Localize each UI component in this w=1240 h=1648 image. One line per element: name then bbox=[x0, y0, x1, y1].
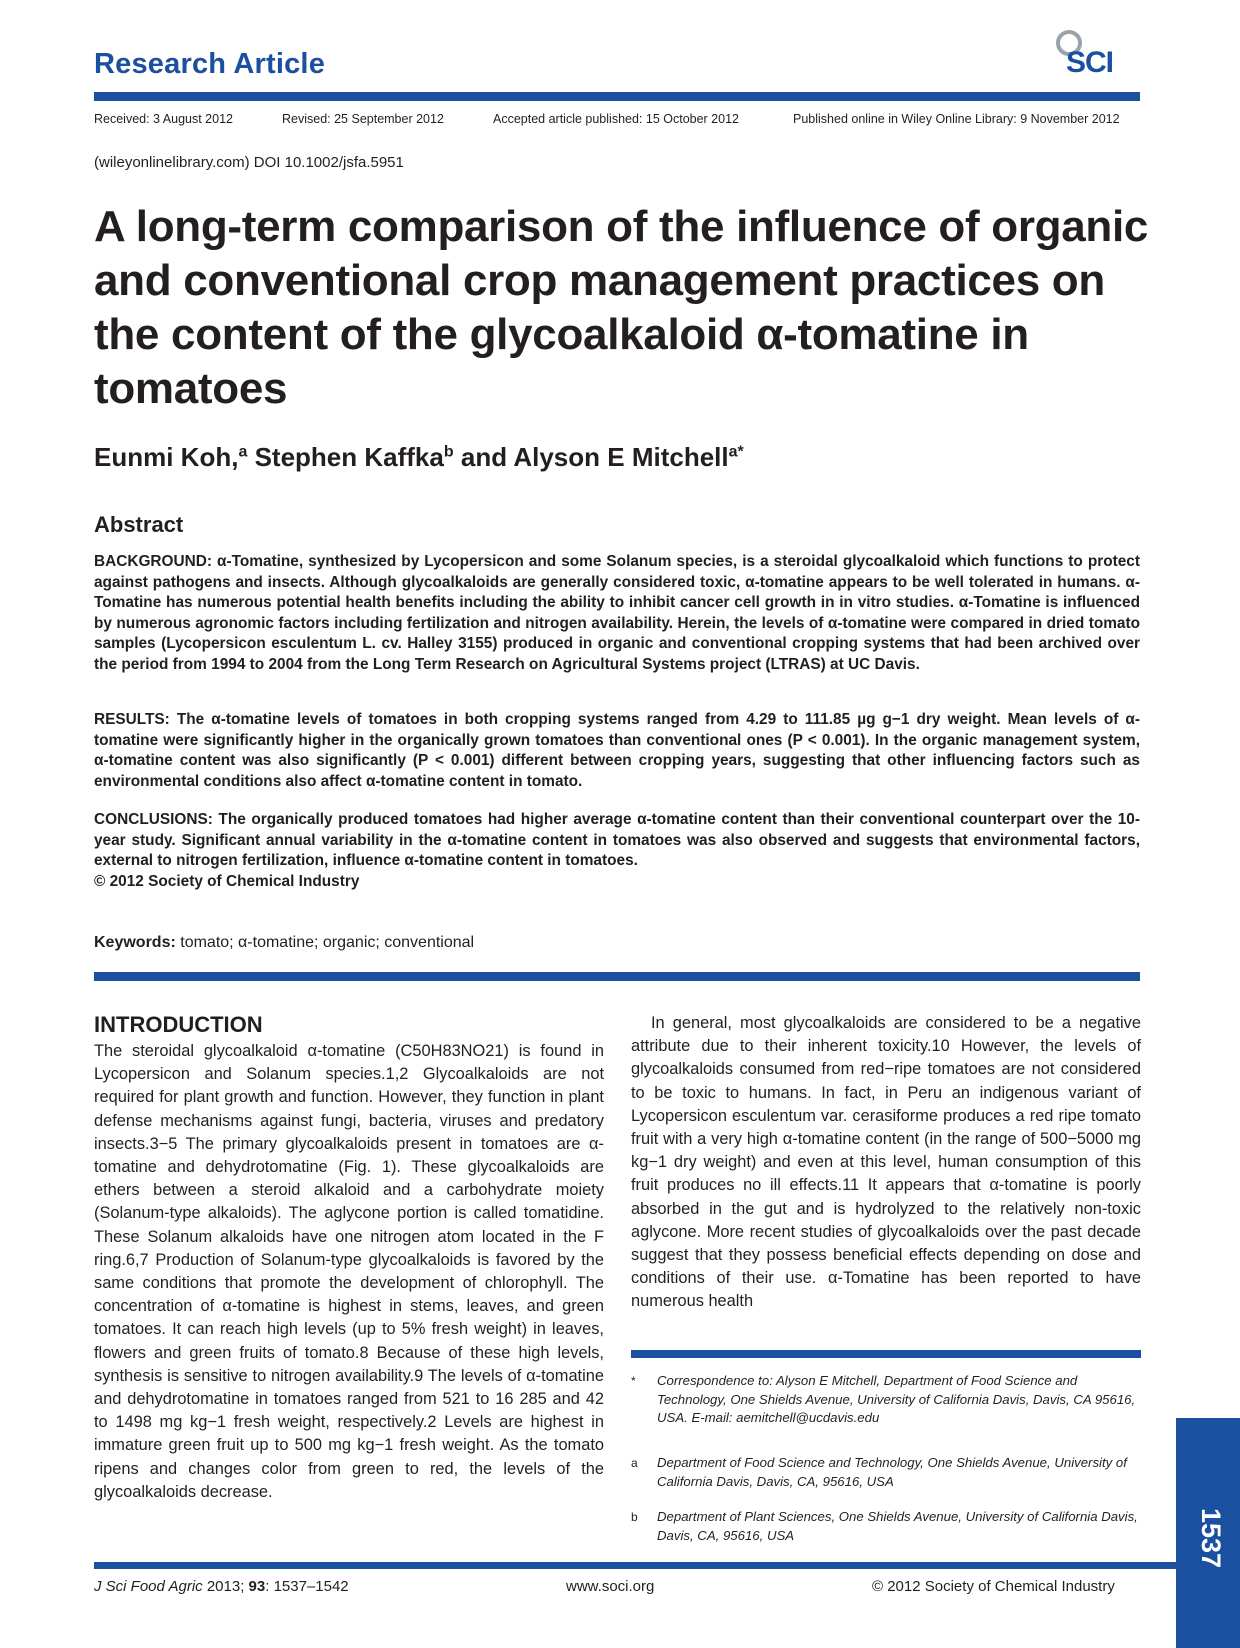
journal-volume: 93 bbox=[248, 1578, 266, 1595]
author-affiliation: a bbox=[238, 443, 248, 461]
sci-logo bbox=[1052, 30, 1136, 86]
author-affiliation: b bbox=[443, 443, 454, 461]
journal-pages: : 1537–1542 bbox=[265, 1578, 349, 1595]
abstract-background: BACKGROUND: α-Tomatine, synthesized by Lycopersicon and some Solanum species, is a steroidal glycoalkaloid which functions to protect against pathogens and insects. Although glycoalkaloids are generally considered toxic, α-tomatine appears to be well tolerated in humans. α-Tomatine has numerous potential health benefits including the ability to inhibit cancer cell growth in in vitro studies. α-Tomatine is influenced by numerous agronomic factors including fertilization and nitrogen availability. Herein, the levels of α-tomatine were compared in dried tomato samples (Lycopersicon esculentum L. cv. Halley 3155) produced in organic and conventional cropping systems that had been archived over the period from 1994 to 2004 from the Long Term Research on Agricultural Systems project (LTRAS) at UC Davis. bbox=[94, 553, 1140, 673]
footnote-correspondence bbox=[631, 1372, 1141, 1428]
author-name: Eunmi Koh, bbox=[94, 442, 239, 472]
revised-date: Revised: 25 September 2012 bbox=[282, 112, 444, 126]
author-name: and Alyson E Mitchell bbox=[460, 442, 729, 472]
abstract-copyright: © 2012 Society of Chemical Industry bbox=[94, 873, 360, 890]
page-number: 1537 bbox=[1196, 1508, 1226, 1569]
logo-text: SCI bbox=[1066, 46, 1114, 79]
published-date: Published online in Wiley Online Library: 9 November 2012 bbox=[793, 112, 1120, 126]
doi: (wileyonlinelibrary.com) DOI 10.1002/jsfa.5951 bbox=[94, 154, 404, 171]
footer-copyright: © 2012 Society of Chemical Industry bbox=[872, 1578, 1115, 1595]
abstract-divider bbox=[94, 972, 1140, 981]
author-list bbox=[94, 442, 744, 473]
journal-name: J Sci Food Agric bbox=[94, 1578, 203, 1595]
journal-website[interactable]: www.soci.org bbox=[566, 1578, 655, 1595]
introduction-right-column: In general, most glycoalkaloids are considered to be a negative attribute due to their inherent toxicity.10 However, the levels of glycoalkaloids consumed from red−ripe tomatoes are not considered to be toxic to humans. In fact, in Peru an indigenous variant of Lycopersicon esculentum var. cerasiforme produces a red ripe tomato fruit with a very high α-tomatine content (in the range of 500−5000 mg kg−1 dry weight) and even at this level, human consumption of this fruit produces no ill effects.11 It appears that α-tomatine is poorly absorbed in the gut and is hydrolyzed to the relatively non-toxic aglycone. More recent studies of glycoalkaloids over the past decade suggest that they possess beneficial effects depending on dose and conditions of their use. α-Tomatine has been reported to have numerous health bbox=[631, 1014, 1141, 1311]
footnote-text: Correspondence to: Alyson E Mitchell, Department of Food Science and Technology, One Shields Avenue, University of California Davis, Davis, CA 95616, USA. E-mail: aemitchell@ucdavis.edu bbox=[657, 1373, 1136, 1425]
page-number-tab bbox=[1176, 1418, 1240, 1648]
footnote-mark: a bbox=[631, 1456, 638, 1470]
footnote-text: Department of Plant Sciences, One Shields Avenue, University of California Davis, Davis, CA, 95616, USA bbox=[657, 1509, 1138, 1543]
author-name: Stephen Kaffka bbox=[254, 442, 444, 472]
footnote-mark: b bbox=[631, 1510, 638, 1524]
section-label: Research Article bbox=[94, 48, 326, 80]
footnote-text: Department of Food Science and Technology, One Shields Avenue, University of California Davis, Davis, CA, 95616, USA bbox=[657, 1455, 1127, 1489]
author-affiliation: a* bbox=[728, 443, 744, 461]
accepted-date: Accepted article published: 15 October 2012 bbox=[493, 112, 739, 126]
article-title: A long-term comparison of the influence of organic and conventional crop management practices on the content of the glycoalkaloid α-tomatine in tomatoes bbox=[94, 202, 1149, 413]
footnote-affiliation-a bbox=[631, 1454, 1141, 1491]
footnote-mark: * bbox=[631, 1374, 636, 1388]
footer-divider bbox=[94, 1562, 1176, 1569]
abstract-heading: Abstract bbox=[94, 512, 184, 537]
journal-citation bbox=[94, 1578, 349, 1595]
introduction-left-column: The steroidal glycoalkaloid α-tomatine (C50H83NO21) is found in Lycopersicon and Solanum species.1,2 Glycoalkaloids are not required for plant growth and function. However, they function in plant defense mechanisms against fungi, bacteria, viruses and predatory insects.3−5 The primary glycoalkaloids present in tomatoes are α-tomatine and dehydrotomatine (Fig. 1). These glycoalkaloids are ethers between a steroid alkaloid and a carbohydrate moiety (Solanum-type alkaloids). The aglycone portion is called tomatidine. These Solanum alkaloids have one nitrogen atom located in the F ring.6,7 Production of Solanum-type glycoalkaloids is favored by the same conditions that promote the development of chlorophyll. The concentration of α-tomatine is highest in stems, leaves, and green tomatoes. It can reach high levels (up to 5% fresh weight) in leaves, flowers and green fruits of tomato.8 Because of these high levels, synthesis is sensitive to nitrogen availability.9 The levels of α-tomatine and dehydrotomatine in tomatoes ranged from 521 to 16 285 and 42 to 1498 mg kg−1 fresh weight, respectively.2 Levels are highest in immature green fruit up to 500 mg kg−1 fresh weight. As the tomato ripens and changes color from green to red, the levels of the glycoalkaloids decrease. bbox=[94, 1042, 604, 1501]
header-divider bbox=[94, 92, 1140, 101]
keywords-list: tomato; α-tomatine; organic; conventional bbox=[180, 934, 475, 951]
abstract-conclusions: CONCLUSIONS: The organically produced tomatoes had higher average α-tomatine content than their conventional counterpart over the 10-year study. Significant annual variability in the α-tomatine content in tomatoes was also observed and suggests that environmental factors, external to nitrogen fertilization, influence α-tomatine content in tomatoes. bbox=[94, 811, 1140, 869]
footnote-divider bbox=[631, 1350, 1141, 1358]
journal-year: 2013; bbox=[206, 1578, 245, 1595]
keywords-label: Keywords: bbox=[94, 934, 176, 951]
footnote-affiliation-b bbox=[631, 1508, 1141, 1545]
keywords bbox=[94, 934, 474, 952]
abstract-results: RESULTS: The α-tomatine levels of tomatoes in both cropping systems ranged from 4.29 to 111.85 µg g−1 dry weight. Mean levels of α-tomatine were significantly higher in the organically grown tomatoes than conventional ones (P < 0.001). In the organic management system, α-tomatine content was also significantly (P < 0.001) different between cropping years, suggesting that other influencing factors such as environmental conditions also affect α-tomatine content in tomato. bbox=[94, 711, 1140, 790]
introduction-heading: INTRODUCTION bbox=[94, 1012, 263, 1037]
received-date: Received: 3 August 2012 bbox=[94, 112, 233, 126]
